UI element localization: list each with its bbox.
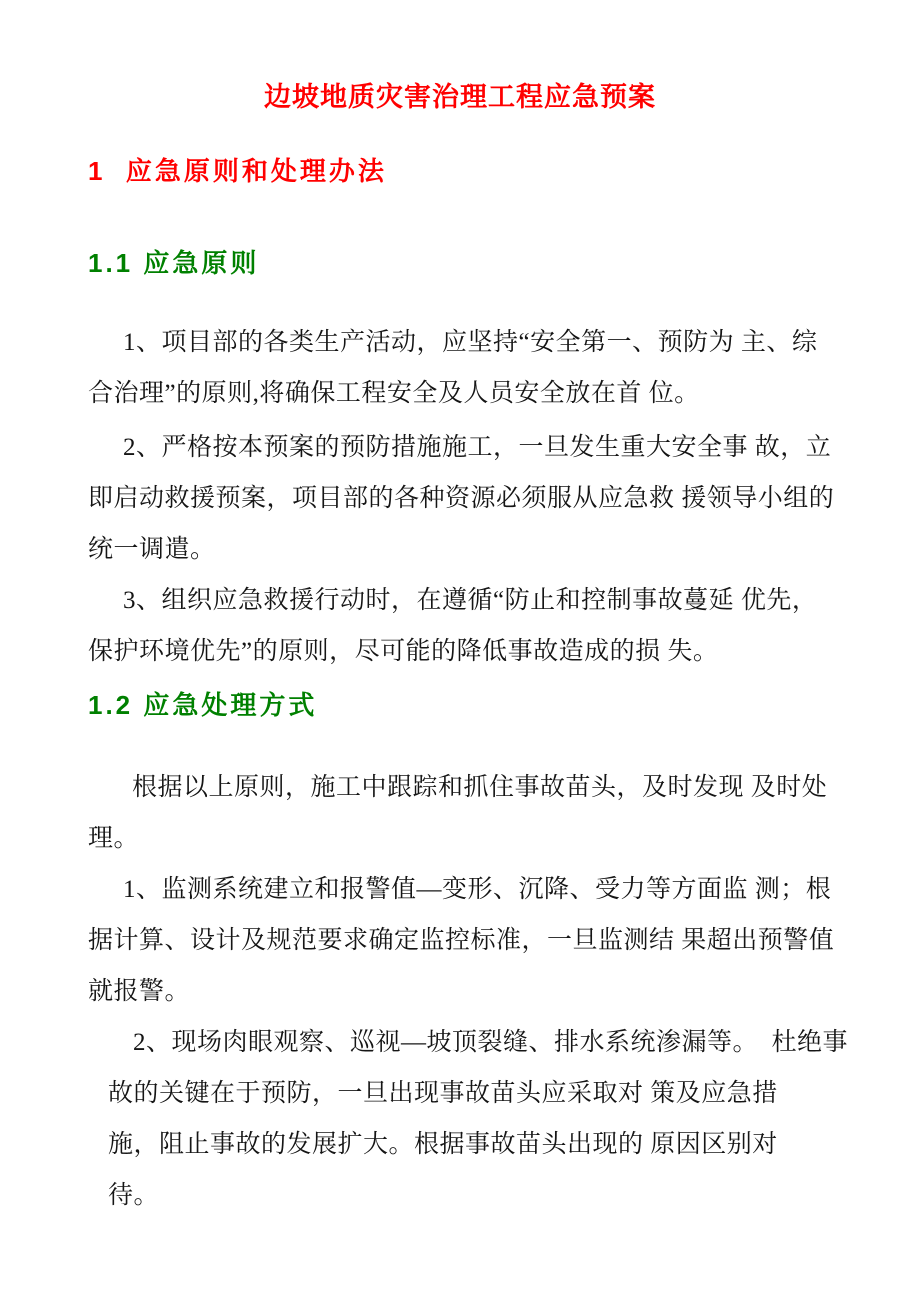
text-line: 合治理”的原则,将确保工程安全及人员安全放在首 位。: [88, 380, 700, 407]
paragraph-strict-prevention-measures: [88, 422, 890, 575]
text-line: 1、项目部的各类生产活动，应坚持“安全第一、预防为 主、综: [123, 329, 818, 356]
text-line: 理。: [88, 825, 140, 852]
text-line: 待。: [108, 1182, 160, 1209]
heading-emergency-principles-and-methods: 1 应急原则和处理办法: [88, 156, 387, 186]
text-line: 据计算、设计及规范要求确定监控标准，一旦监测结 果超出预警值: [88, 927, 835, 954]
text-line: 即启动救援预案，项目部的各种资源必须服从应急救 援领导小组的: [88, 485, 835, 512]
text-line: 保护环境优先”的原则，尽可能的降低事故造成的损 失。: [88, 638, 719, 665]
text-line: 就报警。: [88, 978, 191, 1005]
text-line: 3、组织应急救援行动时，在遵循“防止和控制事故蔓延 优先，: [123, 587, 818, 614]
text-line: 2、现场肉眼观察、巡视—坡顶裂缝、排水系统渗漏等。 杜绝事: [133, 1029, 849, 1056]
text-line: 施，阻止事故的发展扩大。根据事故苗头出现的 原因区别对: [108, 1131, 778, 1158]
heading-emergency-principles: 1.1 应急原则: [88, 248, 260, 278]
text-line: 统一调遣。: [88, 536, 216, 563]
paragraph-monitoring-system: [88, 864, 890, 1017]
paragraph-follow-principles: [88, 762, 890, 864]
text-line: 2、严格按本预案的预防措施施工，一旦发生重大安全事 故，立: [123, 434, 832, 461]
paragraph-rescue-actions: [88, 575, 890, 677]
text-line: 故的关键在于预防，一旦出现事故苗头应采取对 策及应急措: [108, 1080, 778, 1107]
document-title: 边坡地质灾害治理工程应急预案: [264, 82, 656, 112]
paragraph-production-activities: [88, 317, 890, 419]
text-line: 1、监测系统建立和报警值—变形、沉降、受力等方面监 测；根: [123, 876, 832, 903]
paragraph-visual-inspection: [108, 1017, 890, 1221]
heading-emergency-handling-methods: 1.2 应急处理方式: [88, 690, 318, 720]
text-line: 根据以上原则，施工中跟踪和抓住事故苗头，及时发现 及时处: [132, 774, 828, 801]
